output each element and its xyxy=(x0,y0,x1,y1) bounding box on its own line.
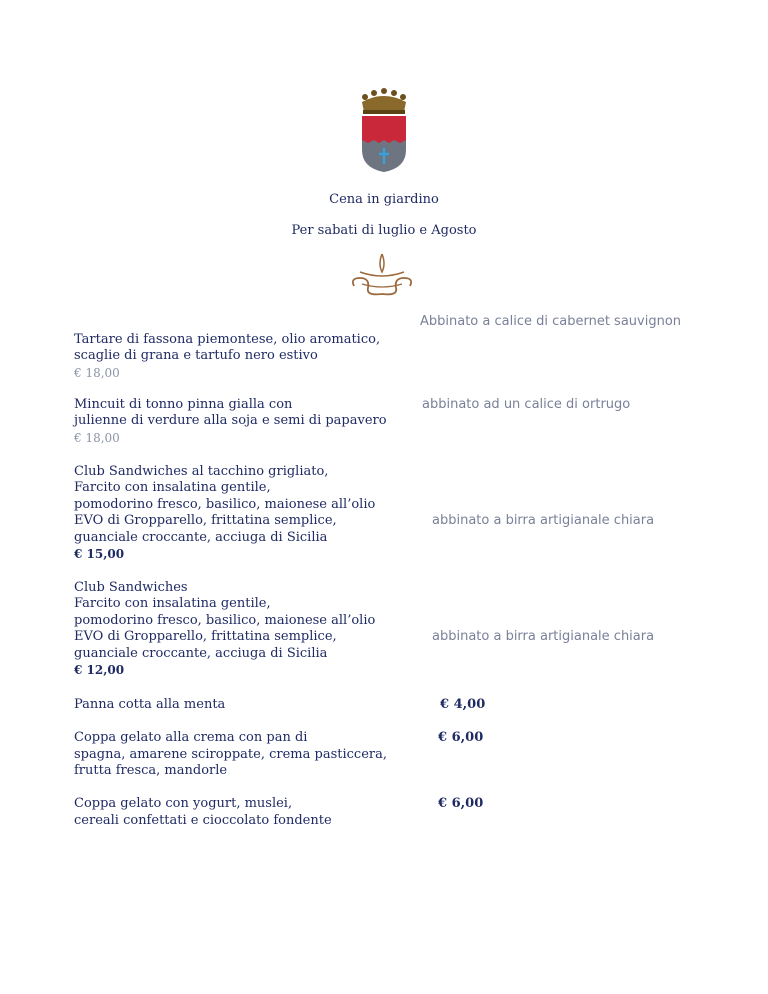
dish-pairing: Abbinato a calice di cabernet sauvignon xyxy=(420,314,682,329)
coat-of-arms-icon xyxy=(356,88,412,174)
dish-price: € 12,00 xyxy=(74,663,125,677)
menu-subtitle: Per sabati di luglio e Agosto xyxy=(291,223,477,238)
dessert-name: Coppa gelato alla crema con pan di spagna, amarene sciroppate, crema pasticcera, frutta fresca, mandorle xyxy=(74,730,387,778)
dessert-name: Coppa gelato con yogurt, muslei, cereali confettati e cioccolato fondente xyxy=(74,796,332,828)
dessert-price: € 6,00 xyxy=(438,796,484,811)
dish-name: Tartare di fassona piemontese, olio aromatico, scaglie di grana e tartufo nero estivo xyxy=(74,331,381,363)
dish-item xyxy=(74,447,375,579)
flourish-ornament-icon xyxy=(348,250,416,300)
dish-name: Club Sandwiches al tacchino grigliato, Farcito con insalatina gentile, pomodorino fresco, basilico, maionese all’olio EVO di Gropparello, frittatina semplice, guanciale croccante, acciuga di Sicilia xyxy=(74,463,376,545)
dessert-name: Panna cotta alla menta xyxy=(74,697,226,712)
dish-price: € 18,00 xyxy=(74,430,120,445)
dish-name: Club Sandwiches Farcito con insalatina gentile, pomodorino fresco, basilico, maionese all’olio EVO di Gropparello, frittatina semplice, guanciale croccante, acciuga di Sicilia xyxy=(74,579,376,661)
dessert-price: € 4,00 xyxy=(440,697,486,712)
dish-pairing: abbinato a birra artigianale chiara xyxy=(432,629,655,644)
menu-title: Cena in giardino xyxy=(329,192,439,207)
dish-pairing: abbinato a birra artigianale chiara xyxy=(432,513,655,528)
dish-pairing: abbinato ad un calice di ortrugo xyxy=(422,397,631,412)
dish-price: € 18,00 xyxy=(74,365,120,380)
dish-item xyxy=(74,563,375,695)
dessert-price: € 6,00 xyxy=(438,730,484,745)
dish-price: € 15,00 xyxy=(74,547,125,561)
dish-name: Mincuit di tonno pinna gialla con julienne di verdure alla soja e semi di papavero xyxy=(74,396,387,428)
